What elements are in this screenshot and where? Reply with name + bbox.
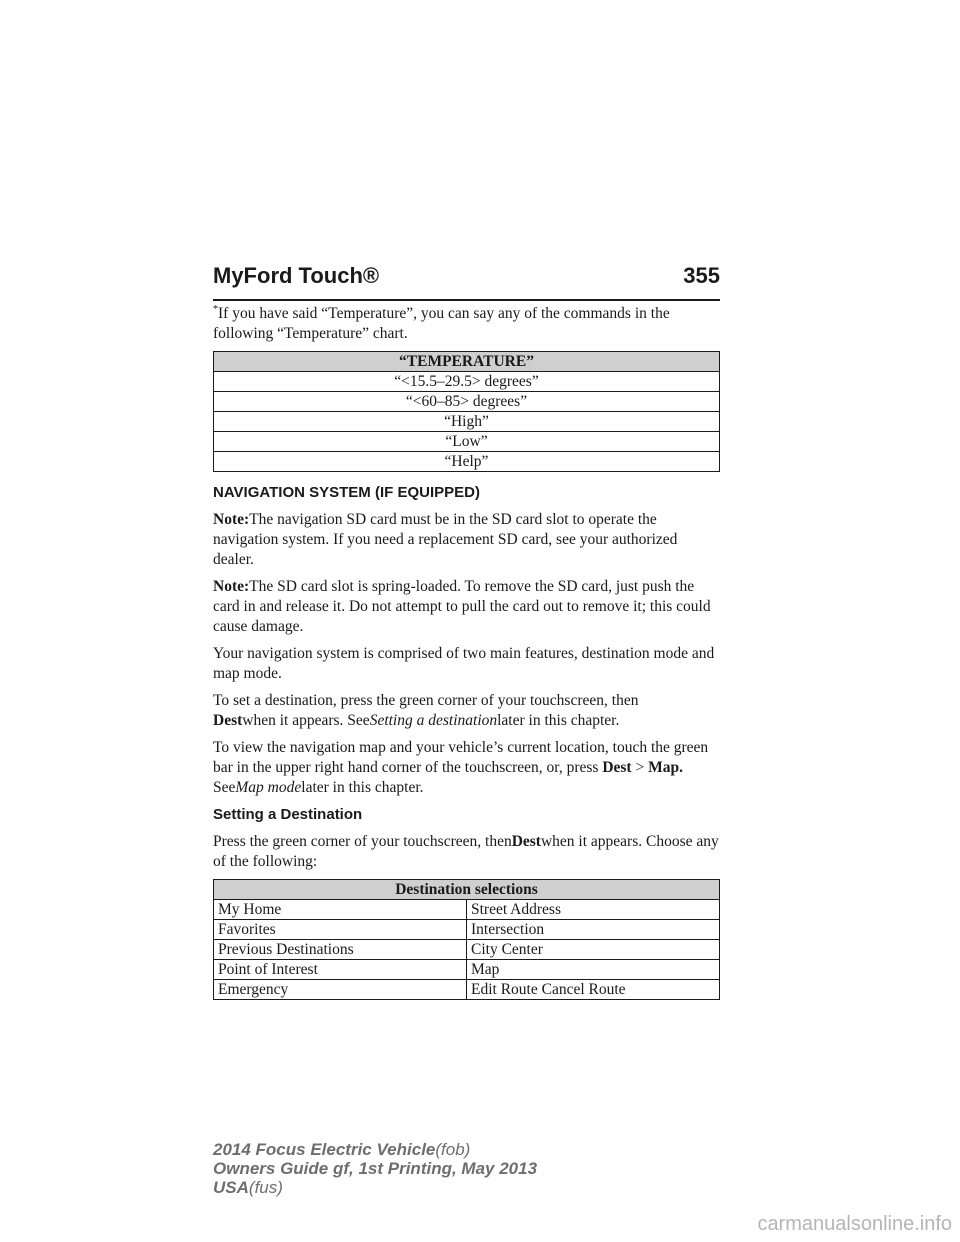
table-row: [214, 372, 720, 392]
paragraph-text: later in this chapter.: [497, 712, 620, 729]
setting-destination-heading: Setting a Destination: [213, 806, 363, 823]
map-mode-reference: Map mode: [235, 779, 302, 796]
table-cell: “High”: [214, 412, 720, 432]
table-cell: “Low”: [214, 432, 720, 452]
table-cell: Intersection: [467, 920, 720, 940]
table-row: [214, 940, 720, 960]
table-row: [214, 920, 720, 940]
paragraph-text: >: [631, 759, 649, 776]
map-keyword: Map.: [648, 759, 683, 776]
dest-keyword: Dest: [602, 759, 632, 776]
paragraph-text: Press the green corner of your touchscreen, then: [213, 833, 512, 850]
document-footer: [213, 1140, 537, 1197]
page-number: 355: [683, 263, 720, 288]
footnote-mark: *: [213, 303, 218, 315]
site-watermark: carmanualsonline.info: [757, 1213, 952, 1235]
features-paragraph: Your navigation system is comprised of two main features, destination mode and map mode.: [213, 645, 715, 682]
table-cell: “Help”: [214, 452, 720, 472]
table-cell: Edit Route Cancel Route: [467, 980, 720, 1000]
table-cell: Previous Destinations: [214, 940, 467, 960]
paragraph-text: To set a destination, press the green corner of your touchscreen, then: [213, 692, 639, 709]
intro-paragraph: [213, 304, 720, 344]
footer-line: [213, 1140, 537, 1159]
table-cell: Point of Interest: [214, 960, 467, 980]
footer-line: [213, 1159, 537, 1178]
note-sd-card: [213, 510, 720, 570]
table-cell: City Center: [467, 940, 720, 960]
table-cell: “<15.5–29.5> degrees”: [214, 372, 720, 392]
note-label: Note:: [213, 578, 250, 595]
destination-table: [213, 879, 720, 1000]
table-cell: “<60–85> degrees”: [214, 392, 720, 412]
table-cell: Emergency: [214, 980, 467, 1000]
note-label: Note:: [213, 511, 250, 528]
footer-printing: Owners Guide gf, 1st Printing, May 2013: [213, 1159, 538, 1178]
table-cell: Street Address: [467, 900, 720, 920]
choose-paragraph: [213, 832, 720, 872]
paragraph-text: when it appears. Choose any of the following:: [213, 833, 719, 870]
footer-code: (fob): [435, 1140, 471, 1159]
note-text: The navigation SD card must be in the SD card slot to operate the navigation system. If you need a replacement SD card, see your authorized dealer.: [213, 511, 678, 568]
footer-line: [213, 1178, 537, 1197]
table-row: [214, 452, 720, 472]
intro-text: If you have said “Temperature”, you can say any of the commands in the following “Temperature” chart.: [213, 305, 670, 342]
table-row: [214, 392, 720, 412]
table-row: [214, 412, 720, 432]
temperature-table-header: “TEMPERATURE”: [214, 352, 720, 372]
footer-market: USA: [213, 1178, 249, 1197]
table-row: [214, 960, 720, 980]
content-body: [213, 304, 720, 1011]
paragraph-text: See: [213, 779, 236, 796]
note-text: The SD card slot is spring-loaded. To remove the SD card, just push the card in and release it. Do not attempt to pull the card out to remove it; this could cause damage.: [213, 578, 711, 635]
paragraph-text: when it appears. See: [242, 712, 370, 729]
paragraph-text: To view the navigation map and your vehicle’s current location, touch the green bar in the upper right hand corner of the touchscreen, or, press: [213, 739, 709, 776]
dest-keyword: Dest: [213, 712, 243, 729]
table-row: [214, 900, 720, 920]
set-destination-paragraph: [213, 691, 720, 731]
table-cell: My Home: [214, 900, 467, 920]
table-row: [214, 432, 720, 452]
page-header: [213, 255, 720, 301]
temperature-table: [213, 351, 720, 472]
table-row: [214, 980, 720, 1000]
navigation-heading: NAVIGATION SYSTEM (IF EQUIPPED): [213, 484, 480, 501]
setting-destination-reference: Setting a destination: [369, 712, 498, 729]
dest-keyword: Dest: [511, 833, 541, 850]
footer-vehicle: 2014 Focus Electric Vehicle: [213, 1140, 436, 1159]
note-spring-loaded: [213, 577, 720, 637]
table-cell: Favorites: [214, 920, 467, 940]
footer-code: (fus): [248, 1178, 283, 1197]
page-title: MyFord Touch®: [213, 263, 380, 288]
view-map-paragraph: [213, 738, 720, 798]
table-cell: Map: [467, 960, 720, 980]
destination-table-header: Destination selections: [214, 880, 720, 900]
paragraph-text: later in this chapter.: [301, 779, 424, 796]
